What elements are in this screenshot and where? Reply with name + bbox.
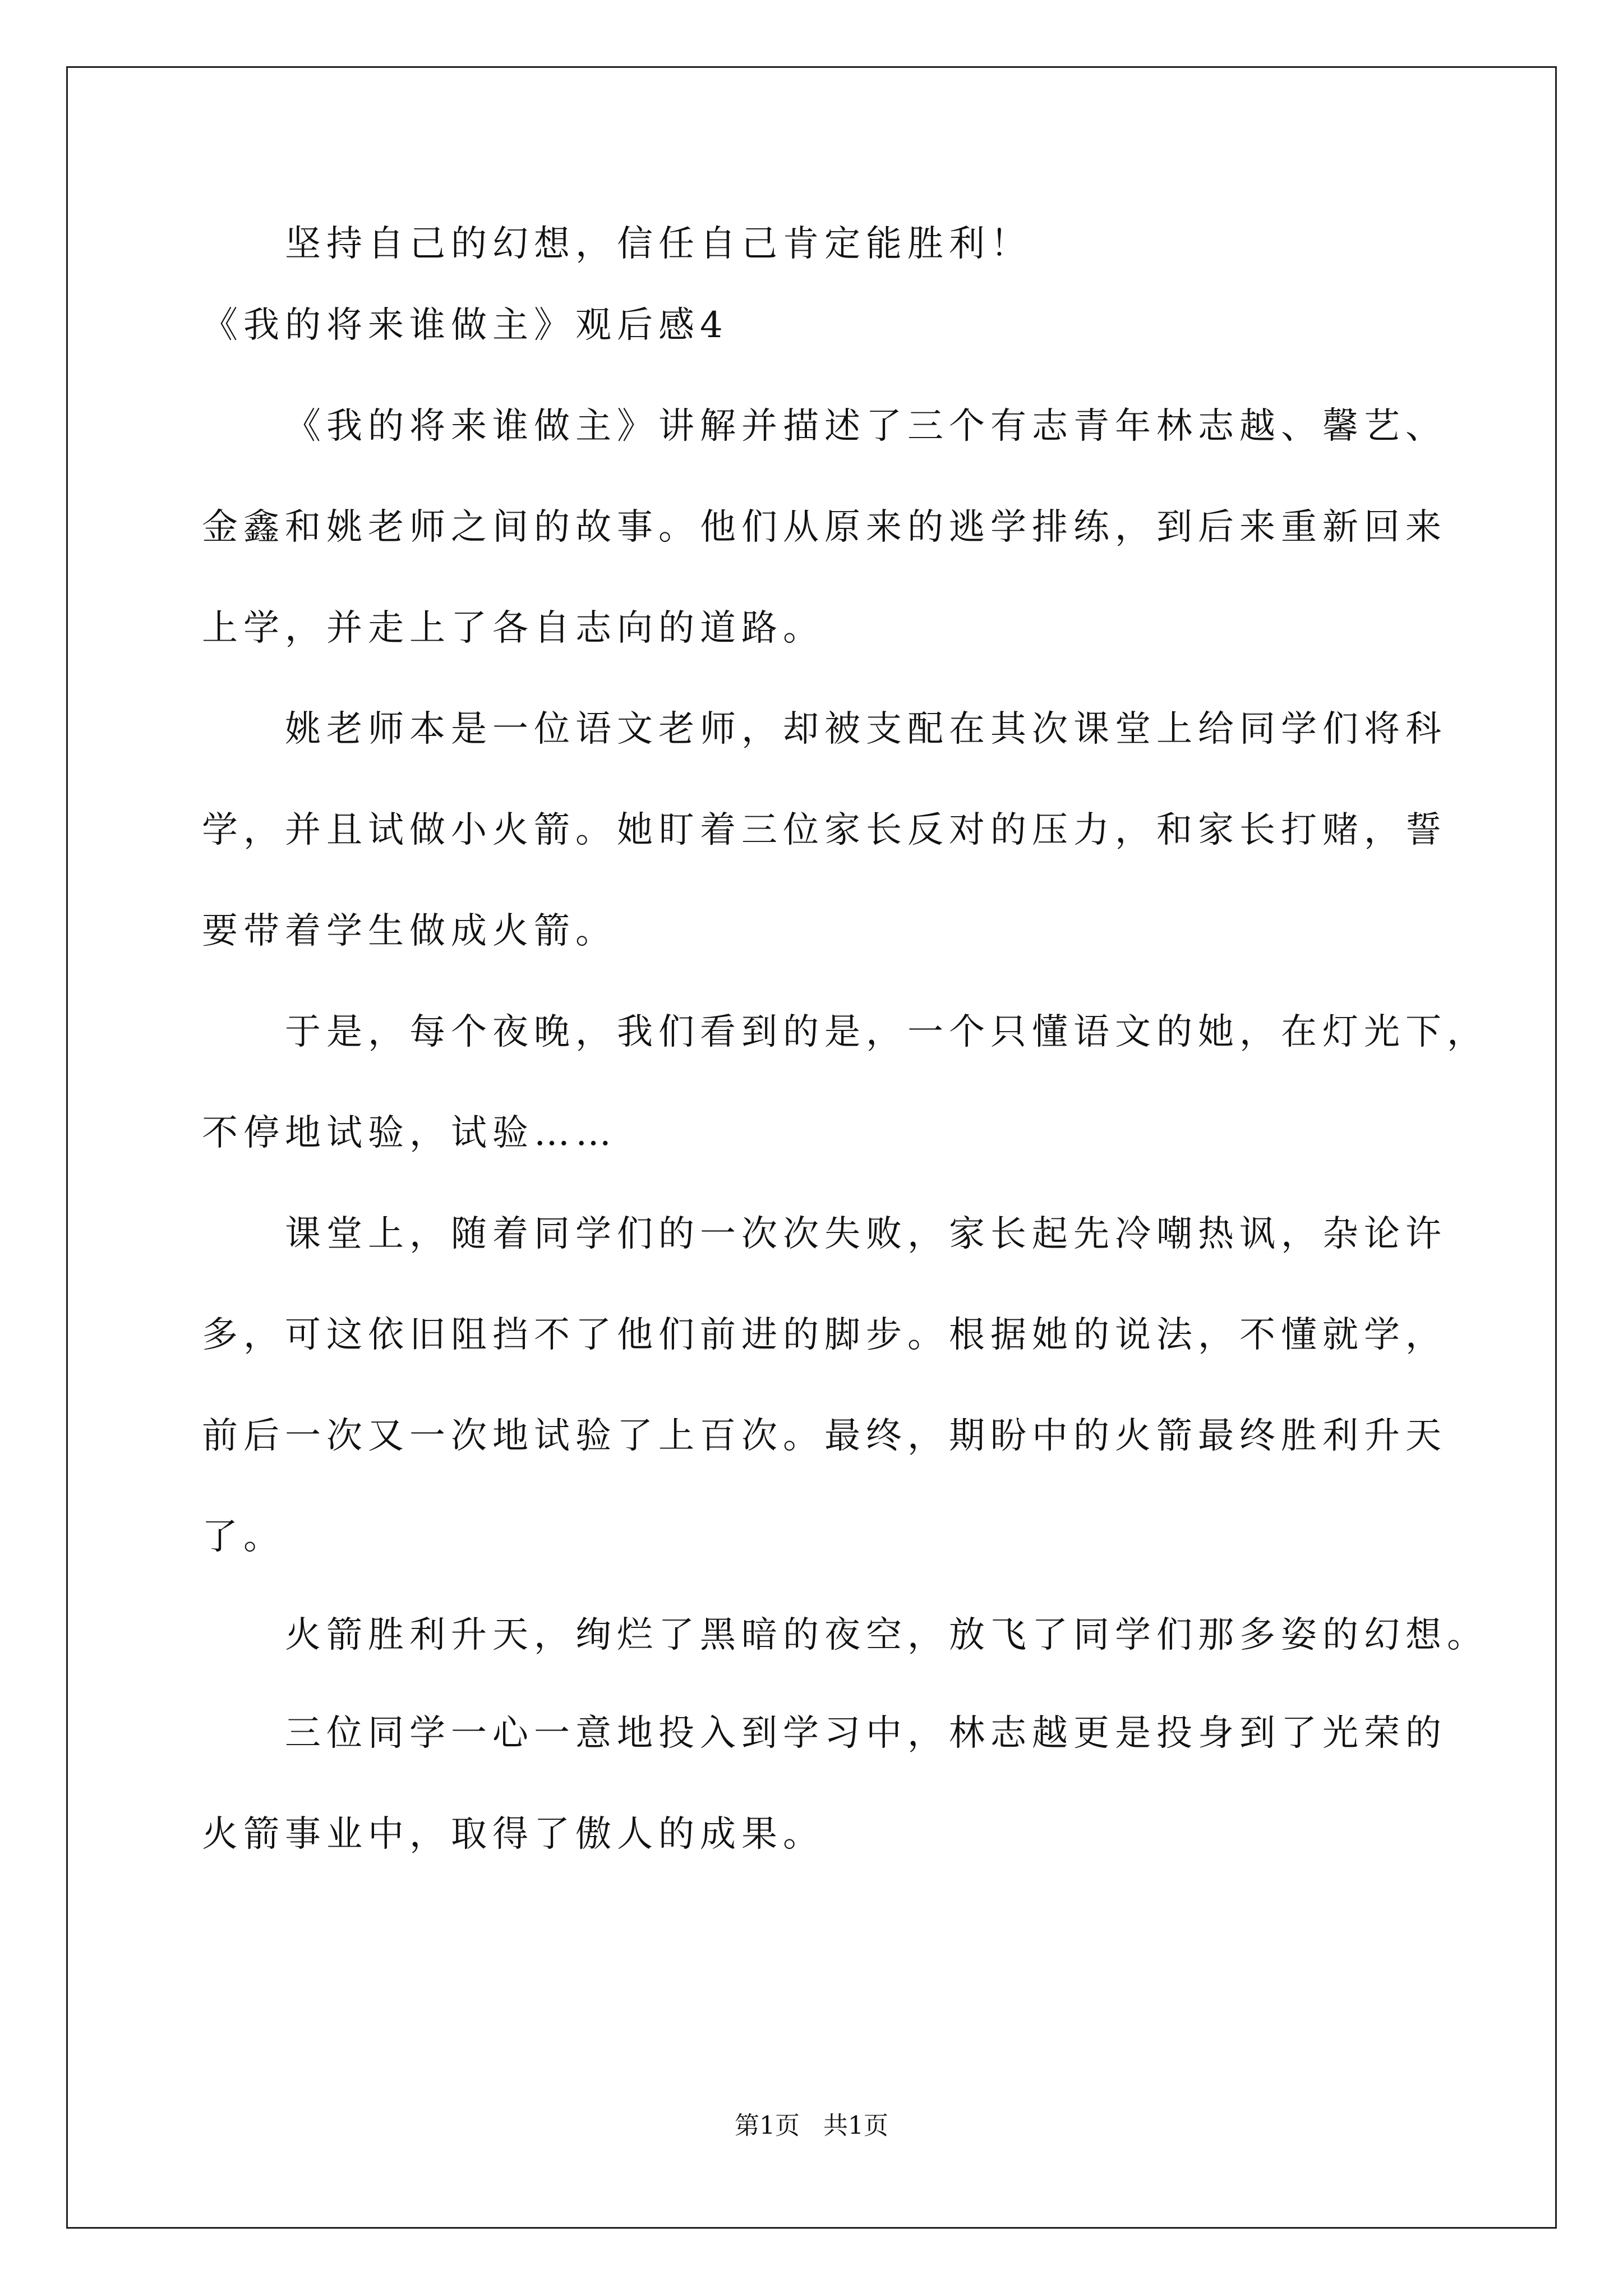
paragraph-line: 学，并且试做小火箭。她盯着三位家长反对的压力，和家长打赌，誓 — [202, 809, 1447, 851]
paragraph-line: 课堂上，随着同学们的一次次失败，家长起先冷嘲热讽，杂论许 — [285, 1213, 1447, 1255]
paragraph-line: 上学，并走上了各自志向的道路。 — [202, 608, 824, 649]
section-heading: 《我的将来谁做主》观后感4 — [202, 305, 728, 346]
page-total: 共1页 — [823, 2111, 888, 2140]
paragraph-line: 坚持自己的幻想，信任自己肯定能胜利！ — [285, 223, 1032, 265]
paragraph-line: 于是，每个夜晚，我们看到的是，一个只懂语文的她，在灯光下， — [285, 1011, 1488, 1053]
paragraph-line: 多，可这依旧阻挡不了他们前进的脚步。根据她的说法，不懂就学， — [202, 1314, 1447, 1356]
paragraph-line: 金鑫和姚老师之间的故事。他们从原来的逃学排练，到后来重新回来 — [202, 507, 1447, 548]
paragraph-line: 三位同学一心一意地投入到学习中，林志越更是投身到了光荣的 — [285, 1713, 1447, 1754]
paragraph-line: 火箭事业中，取得了傲人的成果。 — [202, 1814, 824, 1855]
page-number: 第1页 — [735, 2111, 800, 2140]
paragraph-line: 姚老师本是一位语文老师，却被支配在其次课堂上给同学们将科 — [285, 708, 1447, 750]
paragraph-line: 《我的将来谁做主》讲解并描述了三个有志青年林志越、馨艺、 — [285, 406, 1447, 447]
paragraph-line: 前后一次又一次地试验了上百次。最终，期盼中的火箭最终胜利升天 — [202, 1415, 1447, 1457]
paragraph-line: 不停地试验，试验…… — [202, 1112, 617, 1154]
paragraph-line: 了。 — [202, 1516, 285, 1558]
paragraph-line: 要带着学生做成火箭。 — [202, 910, 617, 952]
page-footer — [0, 2110, 1623, 2142]
paragraph-line: 火箭胜利升天，绚烂了黑暗的夜空，放飞了同学们那多姿的幻想。 — [285, 1614, 1488, 1656]
